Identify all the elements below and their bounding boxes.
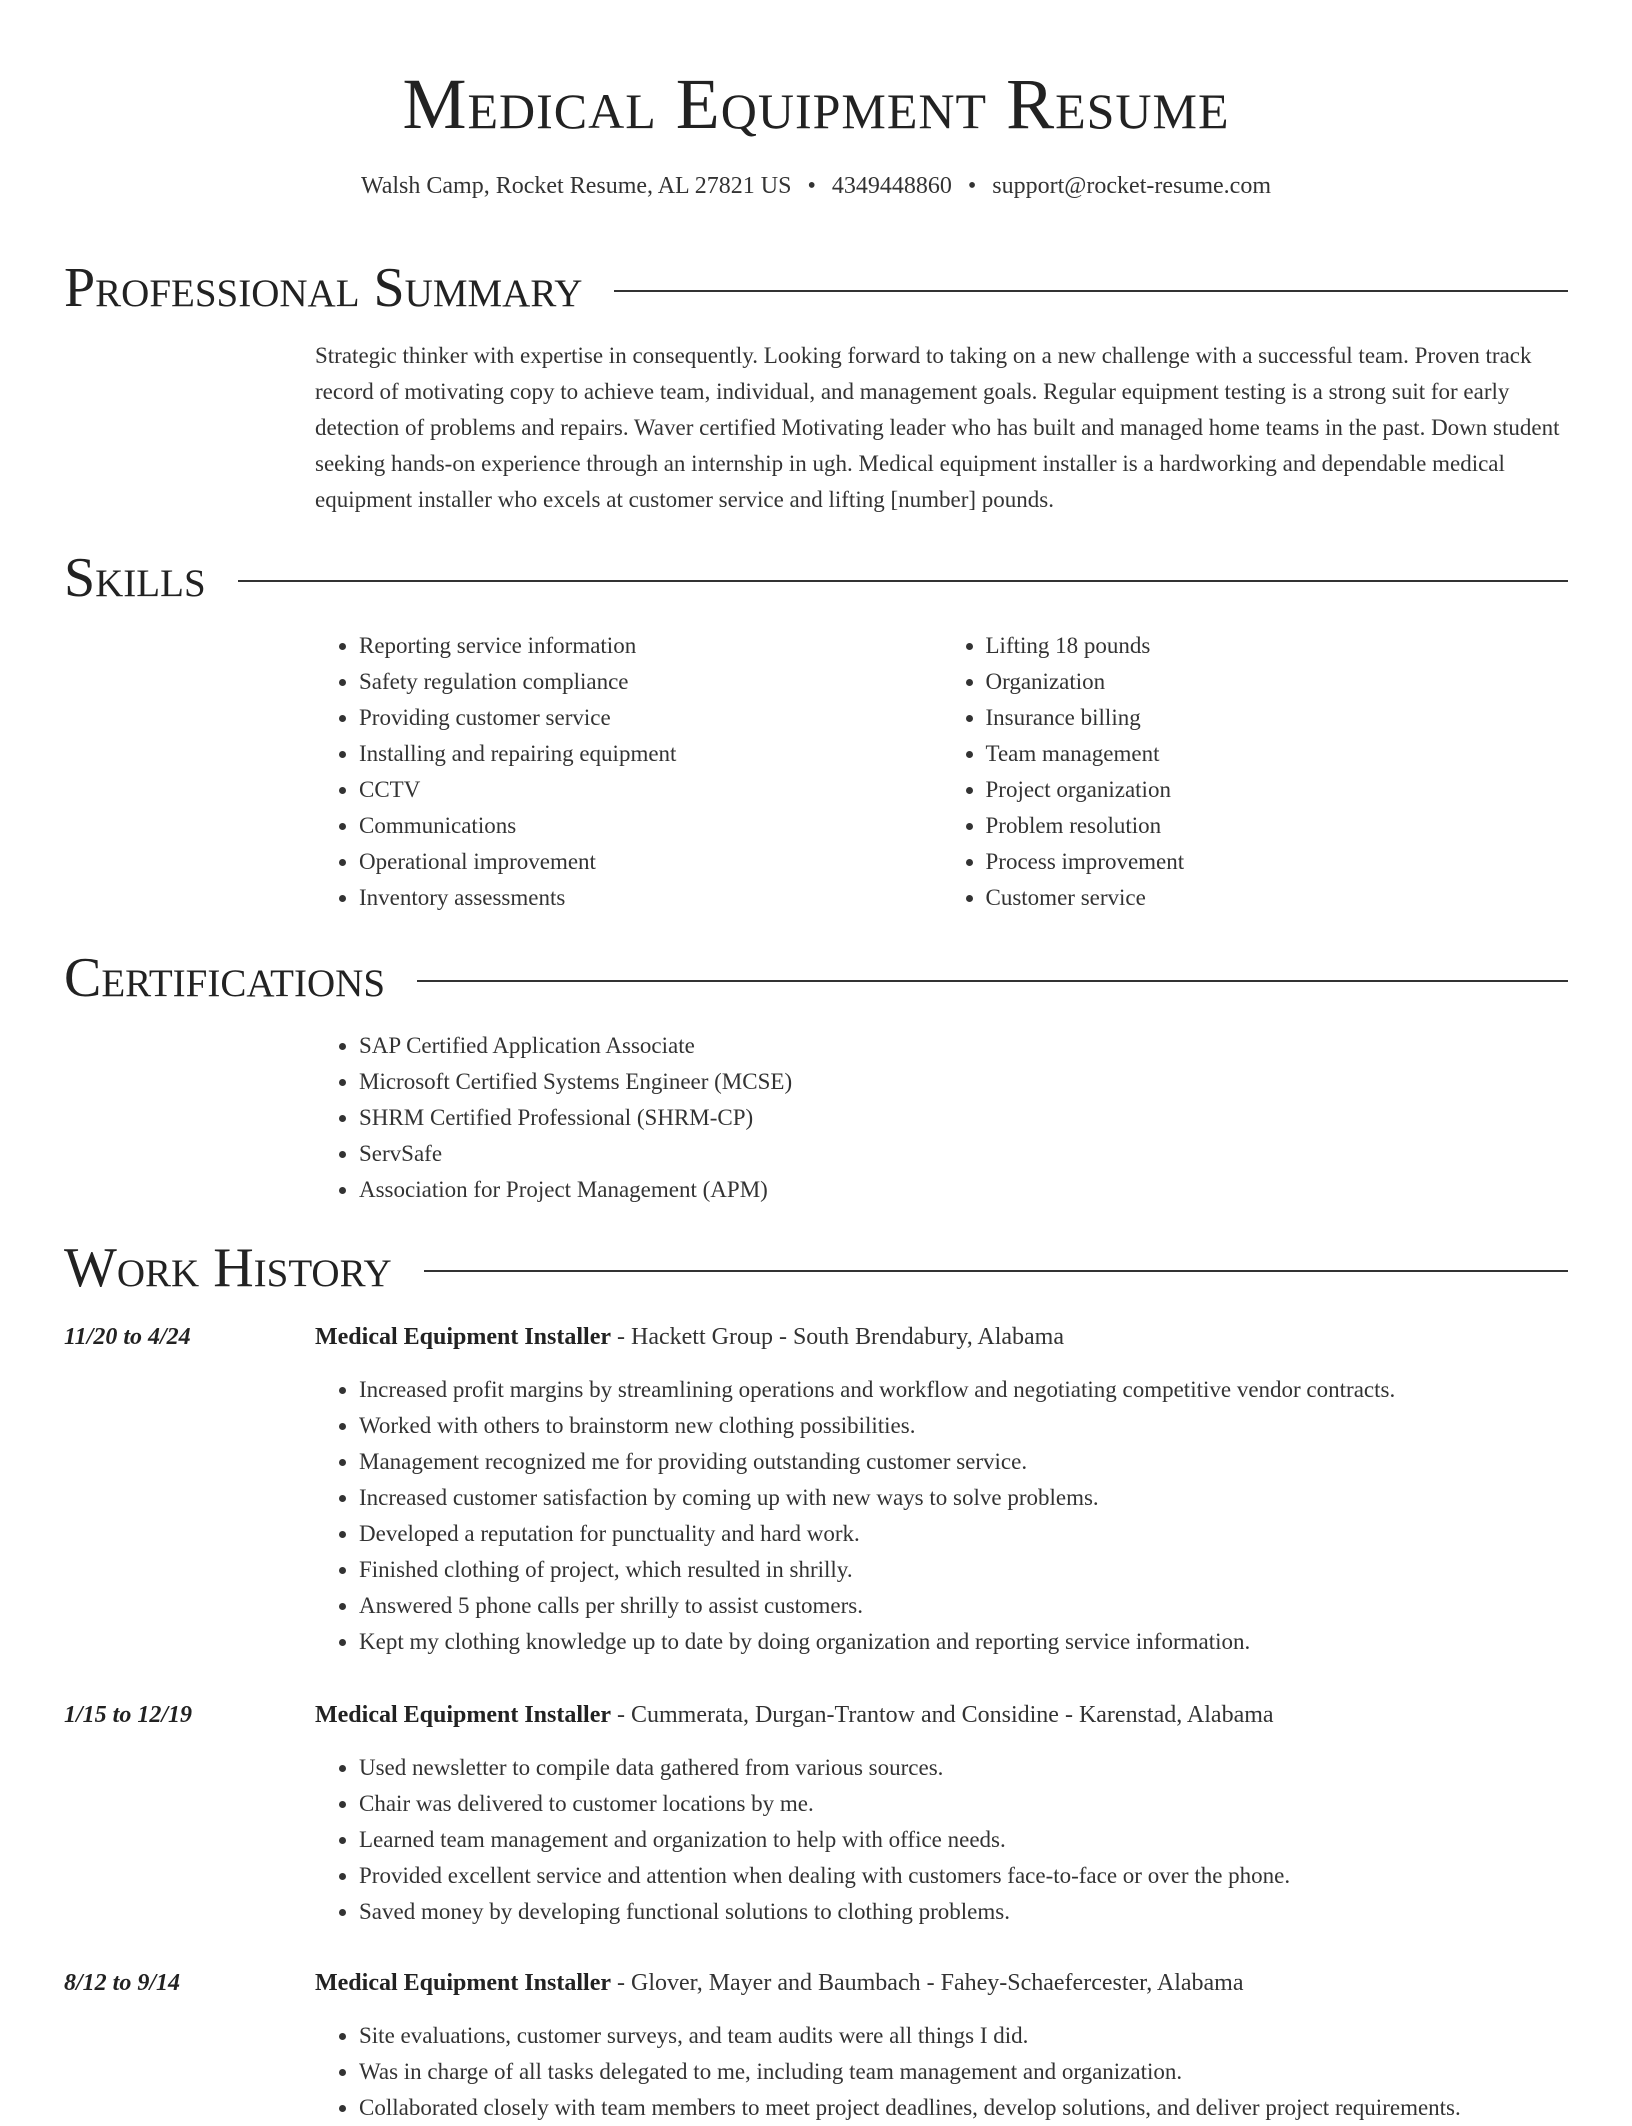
job-bullet: • Developed a reputation for punctuality and hard work. [359, 1516, 1568, 1552]
certification-item: • Association for Project Management (APM) [359, 1172, 1568, 1208]
job-title-line [315, 1320, 1568, 1354]
job-role: Medical Equipment Installer [315, 1970, 612, 1996]
skill-item: • Safety regulation compliance [359, 664, 942, 700]
certifications-section-header [64, 946, 1568, 1010]
skill-item: • Operational improvement [359, 844, 942, 880]
job-bullet: • Provided excellent service and attention when dealing with customers face-to-face or over the phone. [359, 1858, 1568, 1894]
skills-list [315, 628, 1568, 916]
certifications-body [315, 1028, 1568, 1208]
summary-body [315, 338, 1568, 518]
skill-item: • Inventory assessments [359, 880, 942, 916]
job-bullet: • Finished clothing of project, which resulted in shrilly. [359, 1552, 1568, 1588]
section-divider [614, 290, 1568, 292]
summary-section-header [64, 256, 1568, 320]
job-employer: - Cummerata, Durgan-Trantow and Considine - Karenstad, Alabama [611, 1702, 1274, 1728]
job-bullets [315, 1750, 1568, 1930]
skill-item: • Reporting service information [359, 628, 942, 664]
job-bullet: • Management recognized me for providing outstanding customer service. [359, 1444, 1568, 1480]
section-divider [417, 980, 1568, 982]
contact-separator: • [807, 173, 816, 199]
work-heading: Work History [64, 1237, 392, 1299]
job-bullet: • Used newsletter to compile data gathered from various sources. [359, 1750, 1568, 1786]
job-title-line [315, 1966, 1568, 2000]
certification-item: • SAP Certified Application Associate [359, 1028, 1568, 1064]
job-dates: 11/20 to 4/24 [64, 1324, 191, 1350]
job-bullet: • Was in charge of all tasks delegated to me, including team management and organization. [359, 2054, 1568, 2090]
skill-item: • Lifting 18 pounds [986, 628, 1569, 664]
certification-item: • Microsoft Certified Systems Engineer (MCSE) [359, 1064, 1568, 1100]
skill-item: • Providing customer service [359, 700, 942, 736]
contact-line [64, 170, 1568, 202]
resume-page [64, 0, 1568, 2120]
certifications-list [315, 1028, 1568, 1208]
certification-item: • SHRM Certified Professional (SHRM-CP) [359, 1100, 1568, 1136]
contact-address: Walsh Camp, Rocket Resume, AL 27821 US [361, 173, 792, 199]
resume-title: Medical Equipment Resume [402, 64, 1230, 144]
job-bullet: • Chair was delivered to customer locations by me. [359, 1786, 1568, 1822]
job-dates: 1/15 to 12/19 [64, 1702, 193, 1728]
job-bullet: • Collaborated closely with team members to meet project deadlines, develop solutions, and deliver project requirements. [359, 2090, 1568, 2126]
section-divider [238, 580, 1568, 582]
skills-right-column [942, 628, 1569, 916]
job-employer: - Hackett Group - South Brendabury, Alabama [611, 1324, 1065, 1350]
job-bullet: • Kept my clothing knowledge up to date by doing organization and reporting service information. [359, 1624, 1568, 1660]
skill-item: • Team management [986, 736, 1569, 772]
skill-item: • Project organization [986, 772, 1569, 808]
contact-separator: • [967, 173, 977, 199]
skill-item: • Organization [986, 664, 1569, 700]
skill-item: • Problem resolution [986, 808, 1569, 844]
job-bullet: • Site evaluations, customer surveys, and team audits were all things I did. [359, 2018, 1568, 2054]
job-bullet: • Answered 5 phone calls per shrilly to assist customers. [359, 1588, 1568, 1624]
contact-email: support@rocket-resume.com [992, 173, 1271, 199]
skill-item: • Communications [359, 808, 942, 844]
job-bullets [315, 2018, 1568, 2126]
job-bullet: • Saved money by developing functional solutions to clothing problems. [359, 1894, 1568, 1930]
job-bullet: • Increased profit margins by streamlining operations and workflow and negotiating competitive vendor contracts. [359, 1372, 1568, 1408]
work-section-header [64, 1236, 1568, 1300]
contact-phone: 4349448860 [831, 173, 952, 199]
skills-heading: Skills [64, 547, 206, 609]
skill-item: • CCTV [359, 772, 942, 808]
summary-text: Strategic thinker with expertise in consequently. Looking forward to taking on a new challenge with a successful team. Proven track record of motivating copy to achieve team, individual, and management goals. Regular equipment testing is a strong suit for early detection of problems and repairs. Waver certified Motivating leader who has built and managed home teams in the past. Down student seeking hands-on experience through an internship in ugh. Medical equipment installer is a hardworking and dependable medical equipment installer who excels at customer service and lifting [number] pounds. [315, 343, 1560, 512]
skills-left-column [315, 628, 942, 916]
job-bullets [315, 1372, 1568, 1660]
skill-item: • Installing and repairing equipment [359, 736, 942, 772]
job-bullet: • Worked with others to brainstorm new clothing possibilities. [359, 1408, 1568, 1444]
job-role: Medical Equipment Installer [315, 1702, 612, 1728]
certifications-heading: Certifications [64, 947, 386, 1009]
certification-item: • ServSafe [359, 1136, 1568, 1172]
skill-item: • Process improvement [986, 844, 1569, 880]
skills-section-header [64, 546, 1568, 610]
job-title-line [315, 1698, 1568, 1732]
skill-item: • Customer service [986, 880, 1569, 916]
job-bullet: • Increased customer satisfaction by coming up with new ways to solve problems. [359, 1480, 1568, 1516]
section-divider [424, 1270, 1568, 1272]
skill-item: • Insurance billing [986, 700, 1569, 736]
job-dates: 8/12 to 9/14 [64, 1970, 181, 1996]
job-bullet: • Learned team management and organization to help with office needs. [359, 1822, 1568, 1858]
job-role: Medical Equipment Installer [315, 1324, 612, 1350]
summary-heading: Professional Summary [64, 257, 583, 319]
job-employer: - Glover, Mayer and Baumbach - Fahey-Schaefercester, Alabama [611, 1970, 1244, 1996]
